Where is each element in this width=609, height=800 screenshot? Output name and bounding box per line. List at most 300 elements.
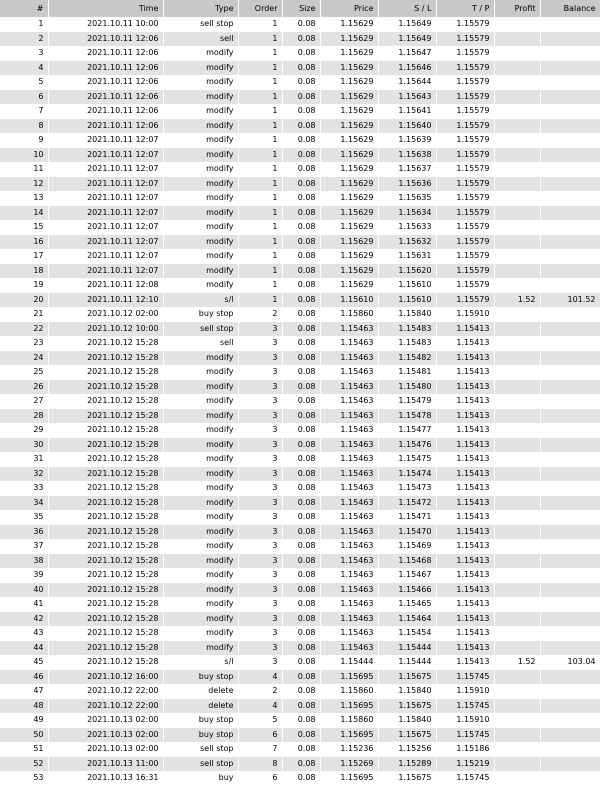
cell-price: 1.15463 bbox=[320, 496, 378, 511]
cell-type: modify bbox=[163, 481, 238, 496]
cell-number: 50 bbox=[0, 728, 48, 743]
cell-size: 0.08 bbox=[282, 699, 320, 714]
cell-number: 37 bbox=[0, 539, 48, 554]
cell-order: 3 bbox=[238, 336, 282, 351]
cell-stop-loss: 1.15471 bbox=[378, 510, 436, 525]
table-row[interactable] bbox=[0, 568, 600, 583]
cell-stop-loss: 1.15482 bbox=[378, 351, 436, 366]
cell-type: modify bbox=[163, 641, 238, 656]
cell-balance bbox=[540, 148, 600, 163]
cell-take-profit: 1.15413 bbox=[436, 322, 494, 337]
cell-profit bbox=[494, 481, 540, 496]
cell-balance bbox=[540, 162, 600, 177]
cell-order: 3 bbox=[238, 612, 282, 627]
cell-order: 6 bbox=[238, 771, 282, 786]
cell-size: 0.08 bbox=[282, 481, 320, 496]
cell-order: 3 bbox=[238, 597, 282, 612]
cell-order: 3 bbox=[238, 365, 282, 380]
cell-time: 2021.10.13 02:00 bbox=[48, 713, 163, 728]
cell-time: 2021.10.12 15:28 bbox=[48, 351, 163, 366]
cell-take-profit: 1.15579 bbox=[436, 278, 494, 293]
cell-time: 2021.10.11 12:06 bbox=[48, 46, 163, 61]
table-row[interactable] bbox=[0, 539, 600, 554]
table-row[interactable] bbox=[0, 264, 600, 279]
table-body bbox=[0, 17, 600, 786]
cell-size: 0.08 bbox=[282, 148, 320, 163]
cell-price: 1.15463 bbox=[320, 510, 378, 525]
table-row[interactable] bbox=[0, 510, 600, 525]
cell-size: 0.08 bbox=[282, 75, 320, 90]
table-row[interactable] bbox=[0, 336, 600, 351]
cell-take-profit: 1.15413 bbox=[436, 365, 494, 380]
cell-stop-loss: 1.15610 bbox=[378, 278, 436, 293]
cell-order: 1 bbox=[238, 235, 282, 250]
cell-size: 0.08 bbox=[282, 510, 320, 525]
cell-number: 26 bbox=[0, 380, 48, 395]
cell-order: 3 bbox=[238, 626, 282, 641]
cell-price: 1.15860 bbox=[320, 684, 378, 699]
cell-balance bbox=[540, 322, 600, 337]
cell-take-profit: 1.15579 bbox=[436, 32, 494, 47]
cell-order: 1 bbox=[238, 278, 282, 293]
table-row[interactable] bbox=[0, 626, 600, 641]
cell-size: 0.08 bbox=[282, 742, 320, 757]
table-row[interactable] bbox=[0, 46, 600, 61]
cell-number: 44 bbox=[0, 641, 48, 656]
cell-size: 0.08 bbox=[282, 612, 320, 627]
cell-order: 3 bbox=[238, 583, 282, 598]
table-row[interactable] bbox=[0, 351, 600, 366]
cell-balance bbox=[540, 554, 600, 569]
cell-type: sell bbox=[163, 32, 238, 47]
cell-type: s/l bbox=[163, 293, 238, 308]
table-row[interactable] bbox=[0, 75, 600, 90]
cell-stop-loss: 1.15475 bbox=[378, 452, 436, 467]
cell-stop-loss: 1.15473 bbox=[378, 481, 436, 496]
cell-time: 2021.10.11 10:00 bbox=[48, 17, 163, 32]
table-row[interactable] bbox=[0, 684, 600, 699]
cell-balance bbox=[540, 206, 600, 221]
table-row[interactable] bbox=[0, 220, 600, 235]
cell-take-profit: 1.15413 bbox=[436, 467, 494, 482]
cell-price: 1.15629 bbox=[320, 206, 378, 221]
cell-profit: 1.52 bbox=[494, 293, 540, 308]
cell-stop-loss: 1.15472 bbox=[378, 496, 436, 511]
cell-balance bbox=[540, 177, 600, 192]
cell-size: 0.08 bbox=[282, 655, 320, 670]
cell-time: 2021.10.11 12:06 bbox=[48, 104, 163, 119]
cell-profit bbox=[494, 264, 540, 279]
cell-balance bbox=[540, 235, 600, 250]
cell-type: modify bbox=[163, 467, 238, 482]
cell-number: 30 bbox=[0, 438, 48, 453]
cell-number: 41 bbox=[0, 597, 48, 612]
cell-profit bbox=[494, 510, 540, 525]
table-row[interactable] bbox=[0, 17, 600, 32]
cell-size: 0.08 bbox=[282, 336, 320, 351]
cell-price: 1.15629 bbox=[320, 162, 378, 177]
cell-number: 29 bbox=[0, 423, 48, 438]
cell-type: modify bbox=[163, 539, 238, 554]
cell-size: 0.08 bbox=[282, 235, 320, 250]
table-row[interactable] bbox=[0, 148, 600, 163]
cell-profit bbox=[494, 235, 540, 250]
cell-number: 7 bbox=[0, 104, 48, 119]
cell-take-profit: 1.15579 bbox=[436, 206, 494, 221]
cell-number: 34 bbox=[0, 496, 48, 511]
cell-number: 17 bbox=[0, 249, 48, 264]
table-row[interactable] bbox=[0, 641, 600, 656]
cell-stop-loss: 1.15464 bbox=[378, 612, 436, 627]
cell-stop-loss: 1.15646 bbox=[378, 61, 436, 76]
cell-profit bbox=[494, 771, 540, 786]
cell-profit bbox=[494, 75, 540, 90]
table-row[interactable] bbox=[0, 61, 600, 76]
cell-price: 1.15463 bbox=[320, 641, 378, 656]
table-row[interactable] bbox=[0, 293, 600, 308]
table-row[interactable] bbox=[0, 162, 600, 177]
cell-order: 3 bbox=[238, 409, 282, 424]
table-row[interactable] bbox=[0, 481, 600, 496]
cell-type: modify bbox=[163, 423, 238, 438]
header-price[interactable]: Price bbox=[320, 0, 378, 17]
cell-stop-loss: 1.15638 bbox=[378, 148, 436, 163]
cell-profit bbox=[494, 713, 540, 728]
cell-take-profit: 1.15745 bbox=[436, 699, 494, 714]
table-row[interactable] bbox=[0, 757, 600, 772]
table-row[interactable] bbox=[0, 249, 600, 264]
cell-size: 0.08 bbox=[282, 539, 320, 554]
cell-order: 3 bbox=[238, 568, 282, 583]
cell-stop-loss: 1.15470 bbox=[378, 525, 436, 540]
cell-profit bbox=[494, 742, 540, 757]
table-row[interactable] bbox=[0, 699, 600, 714]
cell-take-profit: 1.15579 bbox=[436, 264, 494, 279]
cell-balance bbox=[540, 713, 600, 728]
cell-number: 14 bbox=[0, 206, 48, 221]
cell-type: delete bbox=[163, 699, 238, 714]
cell-price: 1.15629 bbox=[320, 220, 378, 235]
cell-size: 0.08 bbox=[282, 17, 320, 32]
cell-number: 10 bbox=[0, 148, 48, 163]
cell-take-profit: 1.15579 bbox=[436, 249, 494, 264]
cell-price: 1.15695 bbox=[320, 771, 378, 786]
cell-type: modify bbox=[163, 119, 238, 134]
cell-stop-loss: 1.15675 bbox=[378, 699, 436, 714]
cell-stop-loss: 1.15468 bbox=[378, 554, 436, 569]
table-row[interactable] bbox=[0, 365, 600, 380]
cell-take-profit: 1.15910 bbox=[436, 684, 494, 699]
cell-profit bbox=[494, 32, 540, 47]
cell-time: 2021.10.12 10:00 bbox=[48, 322, 163, 337]
cell-time: 2021.10.13 02:00 bbox=[48, 728, 163, 743]
table-row[interactable] bbox=[0, 394, 600, 409]
cell-time: 2021.10.12 15:28 bbox=[48, 655, 163, 670]
table-row[interactable] bbox=[0, 278, 600, 293]
cell-stop-loss: 1.15256 bbox=[378, 742, 436, 757]
cell-number: 48 bbox=[0, 699, 48, 714]
cell-type: s/l bbox=[163, 655, 238, 670]
cell-time: 2021.10.12 22:00 bbox=[48, 699, 163, 714]
cell-profit bbox=[494, 641, 540, 656]
cell-type: modify bbox=[163, 496, 238, 511]
cell-take-profit: 1.15579 bbox=[436, 162, 494, 177]
cell-profit bbox=[494, 728, 540, 743]
cell-take-profit: 1.15413 bbox=[436, 525, 494, 540]
cell-order: 3 bbox=[238, 525, 282, 540]
cell-order: 1 bbox=[238, 104, 282, 119]
cell-balance bbox=[540, 568, 600, 583]
cell-price: 1.15463 bbox=[320, 568, 378, 583]
cell-balance bbox=[540, 32, 600, 47]
cell-price: 1.15463 bbox=[320, 554, 378, 569]
cell-type: sell stop bbox=[163, 757, 238, 772]
cell-order: 1 bbox=[238, 148, 282, 163]
cell-size: 0.08 bbox=[282, 467, 320, 482]
table-row[interactable] bbox=[0, 655, 600, 670]
cell-balance bbox=[540, 46, 600, 61]
cell-profit bbox=[494, 191, 540, 206]
cell-size: 0.08 bbox=[282, 670, 320, 685]
cell-profit bbox=[494, 554, 540, 569]
cell-size: 0.08 bbox=[282, 162, 320, 177]
cell-take-profit: 1.15579 bbox=[436, 61, 494, 76]
cell-balance bbox=[540, 496, 600, 511]
table-row[interactable] bbox=[0, 612, 600, 627]
cell-type: buy bbox=[163, 771, 238, 786]
cell-size: 0.08 bbox=[282, 496, 320, 511]
cell-balance bbox=[540, 757, 600, 772]
cell-profit bbox=[494, 162, 540, 177]
table-row[interactable] bbox=[0, 554, 600, 569]
cell-take-profit: 1.15413 bbox=[436, 597, 494, 612]
cell-time: 2021.10.12 15:28 bbox=[48, 539, 163, 554]
cell-size: 0.08 bbox=[282, 90, 320, 105]
cell-balance bbox=[540, 539, 600, 554]
table-row[interactable] bbox=[0, 525, 600, 540]
header-time[interactable]: Time bbox=[48, 0, 163, 17]
table-row[interactable] bbox=[0, 467, 600, 482]
cell-balance bbox=[540, 583, 600, 598]
cell-stop-loss: 1.15633 bbox=[378, 220, 436, 235]
cell-stop-loss: 1.15840 bbox=[378, 307, 436, 322]
cell-take-profit: 1.15579 bbox=[436, 293, 494, 308]
cell-take-profit: 1.15579 bbox=[436, 119, 494, 134]
cell-size: 0.08 bbox=[282, 119, 320, 134]
table-row[interactable] bbox=[0, 670, 600, 685]
cell-take-profit: 1.15413 bbox=[436, 481, 494, 496]
table-row[interactable] bbox=[0, 771, 600, 786]
cell-stop-loss: 1.15483 bbox=[378, 322, 436, 337]
cell-time: 2021.10.12 15:28 bbox=[48, 612, 163, 627]
cell-size: 0.08 bbox=[282, 684, 320, 699]
cell-take-profit: 1.15413 bbox=[436, 510, 494, 525]
table-row[interactable] bbox=[0, 742, 600, 757]
cell-stop-loss: 1.15454 bbox=[378, 626, 436, 641]
cell-size: 0.08 bbox=[282, 293, 320, 308]
cell-balance bbox=[540, 307, 600, 322]
cell-stop-loss: 1.15641 bbox=[378, 104, 436, 119]
cell-balance bbox=[540, 423, 600, 438]
cell-order: 1 bbox=[238, 264, 282, 279]
table-row[interactable] bbox=[0, 90, 600, 105]
cell-size: 0.08 bbox=[282, 133, 320, 148]
cell-profit bbox=[494, 278, 540, 293]
table-row[interactable] bbox=[0, 409, 600, 424]
cell-stop-loss: 1.15649 bbox=[378, 17, 436, 32]
table-row[interactable] bbox=[0, 583, 600, 598]
cell-balance: 103.04 bbox=[540, 655, 600, 670]
cell-price: 1.15463 bbox=[320, 539, 378, 554]
cell-profit bbox=[494, 438, 540, 453]
cell-number: 42 bbox=[0, 612, 48, 627]
cell-order: 1 bbox=[238, 220, 282, 235]
cell-number: 24 bbox=[0, 351, 48, 366]
cell-time: 2021.10.12 15:28 bbox=[48, 568, 163, 583]
cell-size: 0.08 bbox=[282, 249, 320, 264]
cell-number: 35 bbox=[0, 510, 48, 525]
cell-price: 1.15463 bbox=[320, 438, 378, 453]
cell-type: modify bbox=[163, 365, 238, 380]
header-order[interactable]: Order bbox=[238, 0, 282, 17]
cell-order: 3 bbox=[238, 394, 282, 409]
cell-stop-loss: 1.15480 bbox=[378, 380, 436, 395]
cell-take-profit: 1.15579 bbox=[436, 133, 494, 148]
table-row[interactable] bbox=[0, 597, 600, 612]
header-row bbox=[0, 0, 600, 17]
table-row[interactable] bbox=[0, 452, 600, 467]
cell-price: 1.15695 bbox=[320, 728, 378, 743]
table-row[interactable] bbox=[0, 728, 600, 743]
cell-balance bbox=[540, 90, 600, 105]
cell-order: 3 bbox=[238, 655, 282, 670]
cell-size: 0.08 bbox=[282, 597, 320, 612]
table-row[interactable] bbox=[0, 438, 600, 453]
cell-profit bbox=[494, 409, 540, 424]
cell-type: delete bbox=[163, 684, 238, 699]
cell-time: 2021.10.11 12:07 bbox=[48, 264, 163, 279]
cell-type: modify bbox=[163, 394, 238, 409]
cell-balance bbox=[540, 264, 600, 279]
cell-order: 3 bbox=[238, 510, 282, 525]
cell-stop-loss: 1.15481 bbox=[378, 365, 436, 380]
cell-size: 0.08 bbox=[282, 104, 320, 119]
cell-type: buy stop bbox=[163, 713, 238, 728]
cell-stop-loss: 1.15640 bbox=[378, 119, 436, 134]
cell-profit bbox=[494, 699, 540, 714]
cell-size: 0.08 bbox=[282, 220, 320, 235]
cell-type: modify bbox=[163, 235, 238, 250]
header-balance[interactable]: Balance bbox=[540, 0, 600, 17]
table-row[interactable] bbox=[0, 307, 600, 322]
cell-order: 3 bbox=[238, 423, 282, 438]
table-row[interactable] bbox=[0, 235, 600, 250]
header-size[interactable]: Size bbox=[282, 0, 320, 17]
cell-number: 11 bbox=[0, 162, 48, 177]
table-row[interactable] bbox=[0, 713, 600, 728]
cell-type: modify bbox=[163, 220, 238, 235]
table-row[interactable] bbox=[0, 177, 600, 192]
cell-time: 2021.10.12 15:28 bbox=[48, 394, 163, 409]
cell-type: modify bbox=[163, 133, 238, 148]
cell-type: modify bbox=[163, 612, 238, 627]
cell-price: 1.15629 bbox=[320, 191, 378, 206]
cell-stop-loss: 1.15631 bbox=[378, 249, 436, 264]
cell-take-profit: 1.15413 bbox=[436, 568, 494, 583]
cell-price: 1.15463 bbox=[320, 322, 378, 337]
cell-balance bbox=[540, 684, 600, 699]
header-take-profit[interactable]: T / P bbox=[436, 0, 494, 17]
cell-price: 1.15695 bbox=[320, 699, 378, 714]
table-row[interactable] bbox=[0, 191, 600, 206]
table-row[interactable] bbox=[0, 119, 600, 134]
cell-profit: 1.52 bbox=[494, 655, 540, 670]
cell-order: 1 bbox=[238, 75, 282, 90]
cell-number: 15 bbox=[0, 220, 48, 235]
cell-number: 45 bbox=[0, 655, 48, 670]
table-row[interactable] bbox=[0, 423, 600, 438]
header-type[interactable]: Type bbox=[163, 0, 238, 17]
header-number[interactable]: # bbox=[0, 0, 48, 17]
cell-take-profit: 1.15579 bbox=[436, 90, 494, 105]
cell-time: 2021.10.12 15:28 bbox=[48, 467, 163, 482]
cell-type: modify bbox=[163, 148, 238, 163]
cell-take-profit: 1.15579 bbox=[436, 148, 494, 163]
cell-profit bbox=[494, 46, 540, 61]
cell-number: 40 bbox=[0, 583, 48, 598]
cell-take-profit: 1.15413 bbox=[436, 554, 494, 569]
cell-balance bbox=[540, 75, 600, 90]
cell-size: 0.08 bbox=[282, 365, 320, 380]
cell-time: 2021.10.12 22:00 bbox=[48, 684, 163, 699]
header-profit[interactable]: Profit bbox=[494, 0, 540, 17]
cell-price: 1.15444 bbox=[320, 655, 378, 670]
cell-type: modify bbox=[163, 409, 238, 424]
table-row[interactable] bbox=[0, 104, 600, 119]
cell-time: 2021.10.12 15:28 bbox=[48, 423, 163, 438]
cell-time: 2021.10.13 11:00 bbox=[48, 757, 163, 772]
cell-take-profit: 1.15745 bbox=[436, 771, 494, 786]
cell-size: 0.08 bbox=[282, 351, 320, 366]
cell-price: 1.15463 bbox=[320, 351, 378, 366]
cell-profit bbox=[494, 365, 540, 380]
table-row[interactable] bbox=[0, 496, 600, 511]
table-row[interactable] bbox=[0, 322, 600, 337]
cell-price: 1.15860 bbox=[320, 307, 378, 322]
table-row[interactable] bbox=[0, 32, 600, 47]
cell-type: sell bbox=[163, 336, 238, 351]
cell-type: modify bbox=[163, 177, 238, 192]
cell-profit bbox=[494, 351, 540, 366]
table-row[interactable] bbox=[0, 133, 600, 148]
cell-order: 1 bbox=[238, 162, 282, 177]
cell-profit bbox=[494, 670, 540, 685]
cell-balance bbox=[540, 699, 600, 714]
cell-stop-loss: 1.15620 bbox=[378, 264, 436, 279]
cell-price: 1.15463 bbox=[320, 336, 378, 351]
table-row[interactable] bbox=[0, 380, 600, 395]
cell-size: 0.08 bbox=[282, 568, 320, 583]
cell-number: 3 bbox=[0, 46, 48, 61]
cell-order: 1 bbox=[238, 133, 282, 148]
cell-number: 36 bbox=[0, 525, 48, 540]
cell-profit bbox=[494, 336, 540, 351]
table-row[interactable] bbox=[0, 206, 600, 221]
cell-number: 28 bbox=[0, 409, 48, 424]
cell-order: 6 bbox=[238, 728, 282, 743]
header-stop-loss[interactable]: S / L bbox=[378, 0, 436, 17]
cell-size: 0.08 bbox=[282, 191, 320, 206]
